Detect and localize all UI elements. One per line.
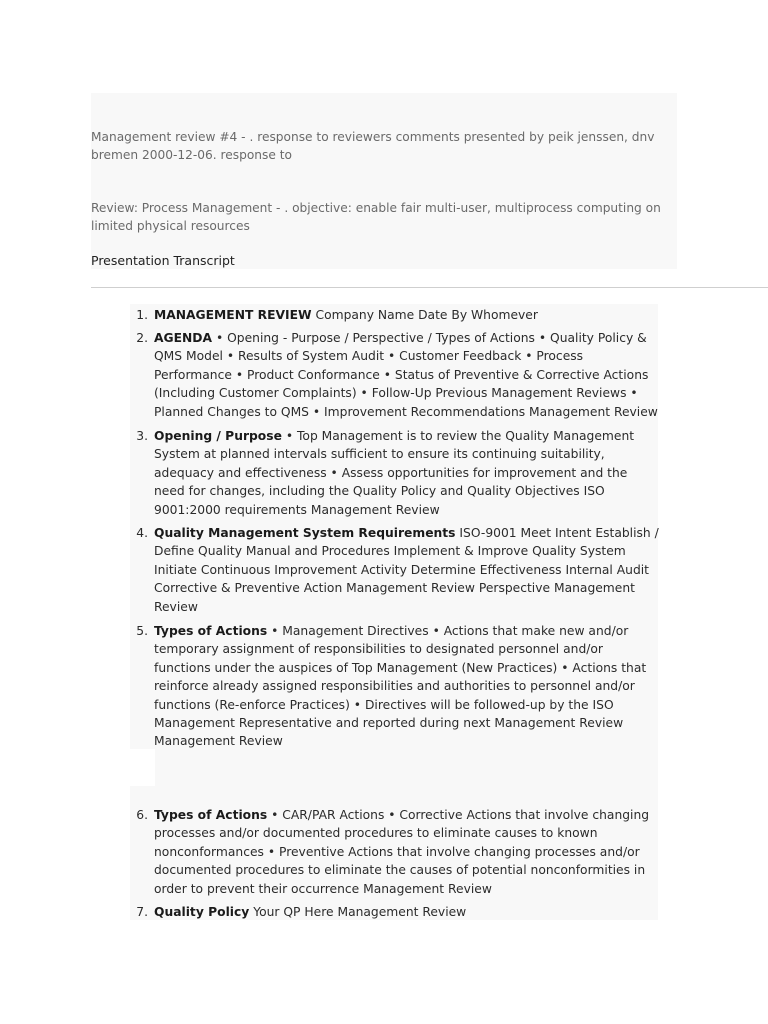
slide-number: 6.	[136, 808, 148, 822]
transcript-slide	[136, 427, 660, 519]
related-document-link[interactable]: Management review #4 - . response to reviewers comments presented by peik jenssen, dnv bremen 2000-12-06. response to	[91, 130, 655, 162]
transcript-slide	[136, 329, 660, 421]
transcript-slide	[136, 306, 660, 324]
transcript-heading: Presentation Transcript	[91, 253, 235, 268]
slide-body: • Opening - Purpose / Perspective / Types of Actions • Quality Policy & QMS Model • Results of System Audit • Customer Feedback • Process Performance • Product Conformance • Status of Preventive & Corrective Actions (Including Customer Complaints) • Follow-Up Previous Management Reviews • Planned Changes to QMS • Improvement Recommendations Management Review	[154, 331, 658, 419]
slide-body: • CAR/PAR Actions • Corrective Actions that involve changing processes and/or documented procedures to eliminate causes to known nonconformances • Preventive Actions that involve changing processes and/or documented procedures to eliminate the causes of potential nonconformities in order to prevent their occurrence Management Review	[154, 808, 650, 896]
slide-title: AGENDA	[154, 331, 213, 345]
slide-number: 2.	[136, 331, 148, 345]
slide-title: Opening / Purpose	[154, 429, 282, 443]
slide-number: 3.	[136, 429, 148, 443]
slide-body: • Management Directives • Actions that make new and/or temporary assignment of responsibilities to designated personnel and/or functions under the auspices of Top Management (New Practices) • Actions that reinforce already assigned responsibilities and authorities to personnel and/or functions (Re-enforce Practices) • Directives will be followed-up by the ISO Management Representative and reported during next Management Review Management Review	[154, 624, 647, 749]
transcript-slide	[136, 524, 660, 616]
slide-title: Quality Policy	[154, 905, 250, 919]
slide-title: Quality Management System Requirements	[154, 526, 456, 540]
slide-title: Types of Actions	[154, 808, 268, 822]
slide-body: Your QP Here Management Review	[249, 905, 467, 919]
slide-body: Company Name Date By Whomever	[311, 308, 538, 322]
slide-body: • Top Management is to review the Quality Management System at planned intervals sufficient to ensure its continuing suitability, adequacy and effectiveness • Assess opportunities for improvement and the need for changes, including the Quality Policy and Quality Objectives ISO 9001:2000 requirements Management Review	[154, 429, 635, 517]
slide-number: 4.	[136, 526, 148, 540]
slide-gap	[130, 749, 155, 786]
slide-title: MANAGEMENT REVIEW	[154, 308, 312, 322]
divider	[91, 287, 768, 288]
slide-number: 7.	[136, 905, 148, 919]
slide-title: Types of Actions	[154, 624, 268, 638]
transcript-slide	[136, 622, 660, 751]
slide-body: ISO-9001 Meet Intent Establish / Define Quality Manual and Procedures Implement & Improve Quality System Initiate Continuous Improvement Activity Determine Effectiveness Internal Audit Corrective & Preventive Action Management Review Perspective Management Review	[154, 526, 659, 614]
related-documents-panel	[91, 93, 677, 269]
transcript-slide	[136, 903, 660, 921]
transcript-slide	[136, 806, 660, 898]
slide-number: 1.	[136, 308, 148, 322]
related-document-link[interactable]: Review: Process Management - . objective: enable fair multi-user, multiprocess computing on limited physical resources	[91, 201, 661, 233]
slide-number: 5.	[136, 624, 148, 638]
